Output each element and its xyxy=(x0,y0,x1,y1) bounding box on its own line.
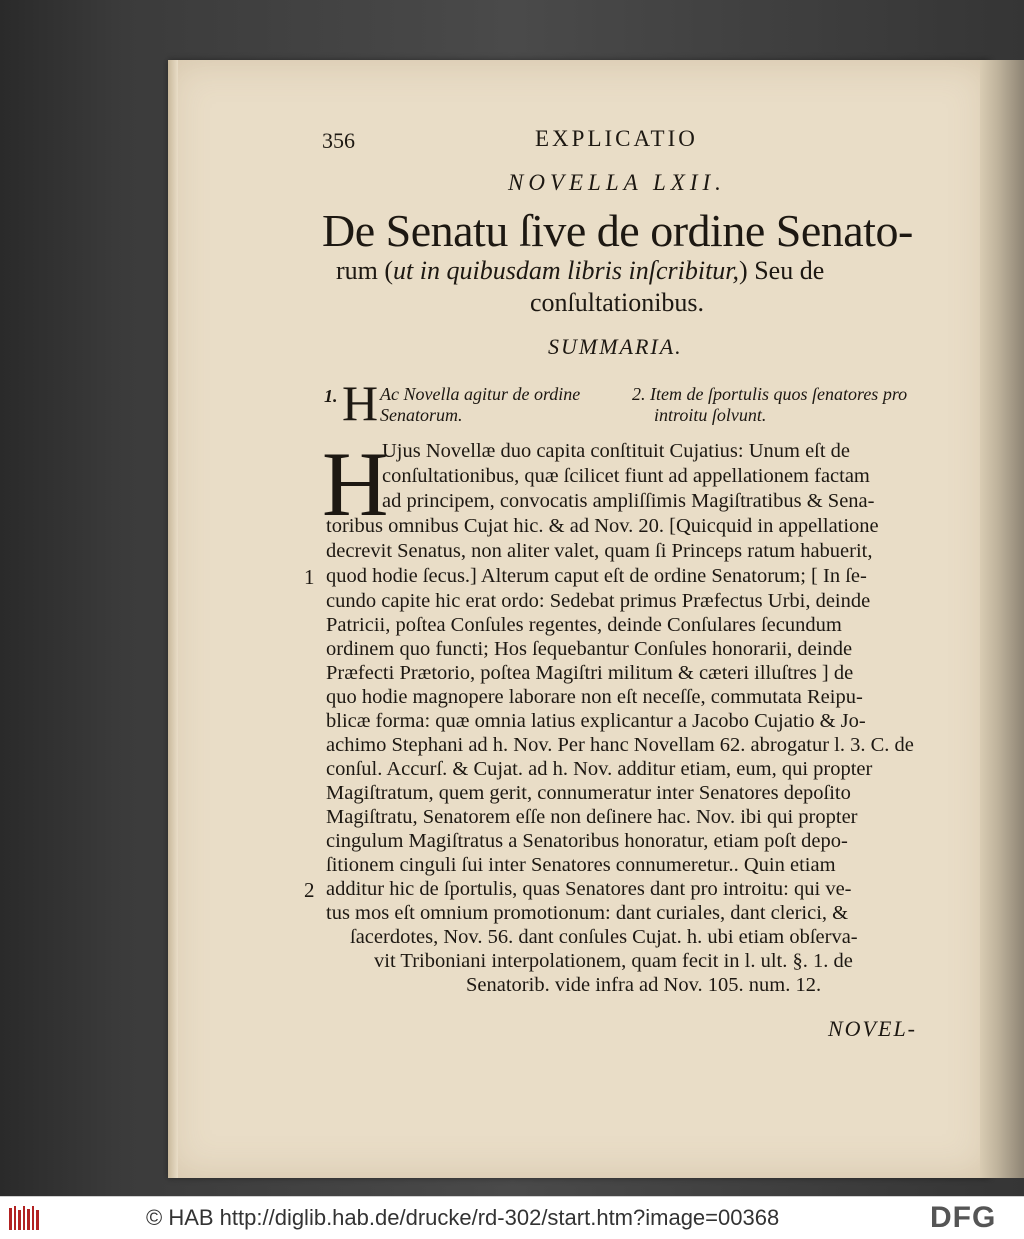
body-line: cingulum Magiſtratus a Senatoribus honoratur, etiam poſt depo- xyxy=(326,830,848,852)
body-line: ad principem, convocatis ampliſſimis Magiſtratibus & Sena- xyxy=(382,490,875,512)
body-line: cundo capite hic erat ordo: Sedebat primus Præfectus Urbi, deinde xyxy=(326,590,871,612)
body-line: Ujus Novellæ duo capita conſtituit Cujatius: Unum eſt de xyxy=(382,440,851,462)
dfg-logo: DFG xyxy=(930,1201,997,1234)
body-line: conſul. Accurſ. & Cujat. ad h. Nov. additur etiam, eum, qui propter xyxy=(326,758,873,780)
summaria-item-1-line-1: Ac Novella agitur de ordine xyxy=(380,384,581,404)
body-line: Præfecti Prætorio, poſtea Magiſtri militum & cæteri illuſtres ] de xyxy=(326,662,854,684)
catchword: NOVEL- xyxy=(828,1016,917,1041)
body-line: additur hic de ſportulis, quas Senatores dant pro introitu: qui ve- xyxy=(326,878,852,900)
summaria-item-1-number: 1. xyxy=(324,386,338,406)
body-line: ſitionem cinguli ſui inter Senatores connumeretur.. Quin etiam xyxy=(326,854,836,876)
heading-line-2 xyxy=(336,256,824,286)
heading-line-2-italic: ut in quibusdam libris inſcribitur, xyxy=(393,256,740,285)
margin-number-1: 1 xyxy=(304,565,315,589)
page-gutter xyxy=(168,60,178,1178)
body-line: achimo Stephani ad h. Nov. Per hanc Novellam 62. abrogatur l. 3. C. de xyxy=(326,734,914,756)
body-line: blicæ forma: quæ omnia latius explicantur a Jacobo Cujatio & Jo- xyxy=(326,710,866,732)
heading-line-1: De Senatu ſive de ordine Senato- xyxy=(322,205,913,256)
summaria-item-2-line-1: 2. Item de ſportulis quos ſenatores pro xyxy=(632,384,908,404)
footer-citation-link[interactable]: © HAB http://diglib.hab.de/drucke/rd-302/start.htm?image=00368 xyxy=(146,1205,780,1230)
body-line: Patricii, poſtea Conſules regentes, deinde Conſulares ſecundum xyxy=(326,614,842,636)
body-line: quod hodie ſecus.] Alterum caput eſt de ordine Senatorum; [ In ſe- xyxy=(326,565,867,587)
heading-line-3: conſultationibus. xyxy=(530,288,705,317)
footer-bar xyxy=(0,1196,1024,1239)
body-line: decrevit Senatus, non aliter valet, quam ſi Princeps ratum habuerit, xyxy=(326,540,873,562)
running-head: EXPLICATIO xyxy=(535,126,698,151)
heading-line-2-a: rum ( xyxy=(336,256,394,285)
summaria-title: SUMMARIA. xyxy=(548,334,683,359)
novella-title: NOVELLA LXII. xyxy=(508,170,726,195)
summaria-item-1-initial: H xyxy=(342,375,379,431)
page-fore-edge xyxy=(980,60,1024,1178)
body-line: quo hodie magnopere laborare non eſt neceſſe, commutata Reipu- xyxy=(326,686,863,708)
body-line: toribus omnibus Cujat hic. & ad Nov. 20. [Quicquid in appellatione xyxy=(326,515,879,537)
summaria-item-1-line-2: Senatorum. xyxy=(380,405,463,425)
body-line: Magiſtratum, quem gerit, connumeratur inter Senatores depoſito xyxy=(326,782,851,804)
body-line: conſultationibus, quæ ſcilicet fiunt ad appellationem factam xyxy=(382,465,870,487)
body-line: Senatorib. vide infra ad Nov. 105. num. 12. xyxy=(466,974,822,996)
body-line: ſacerdotes, Nov. 56. dant conſules Cujat. h. ubi etiam obſerva- xyxy=(350,926,858,948)
hab-barcode-logo-icon xyxy=(8,1204,42,1232)
margin-number-2: 2 xyxy=(304,878,315,902)
heading-line-2-b: ) Seu de xyxy=(739,256,825,285)
body-line: vit Triboniani interpolationem, quam fecit in l. ult. §. 1. de xyxy=(374,950,853,972)
summaria-item-2-line-2: introitu ſolvunt. xyxy=(654,405,767,425)
body-line: ordinem quo functi; Hos ſequebantur Conſules honorarii, deinde xyxy=(326,638,853,660)
drop-cap: H xyxy=(322,433,389,535)
body-line: tus mos eſt omnium promotionum: dant curiales, dant clerici, & xyxy=(326,902,849,924)
page-number: 356 xyxy=(322,128,355,153)
body-line: Magiſtratu, Senatorem eſſe non deſinere hac. Nov. ibi qui propter xyxy=(326,806,858,828)
